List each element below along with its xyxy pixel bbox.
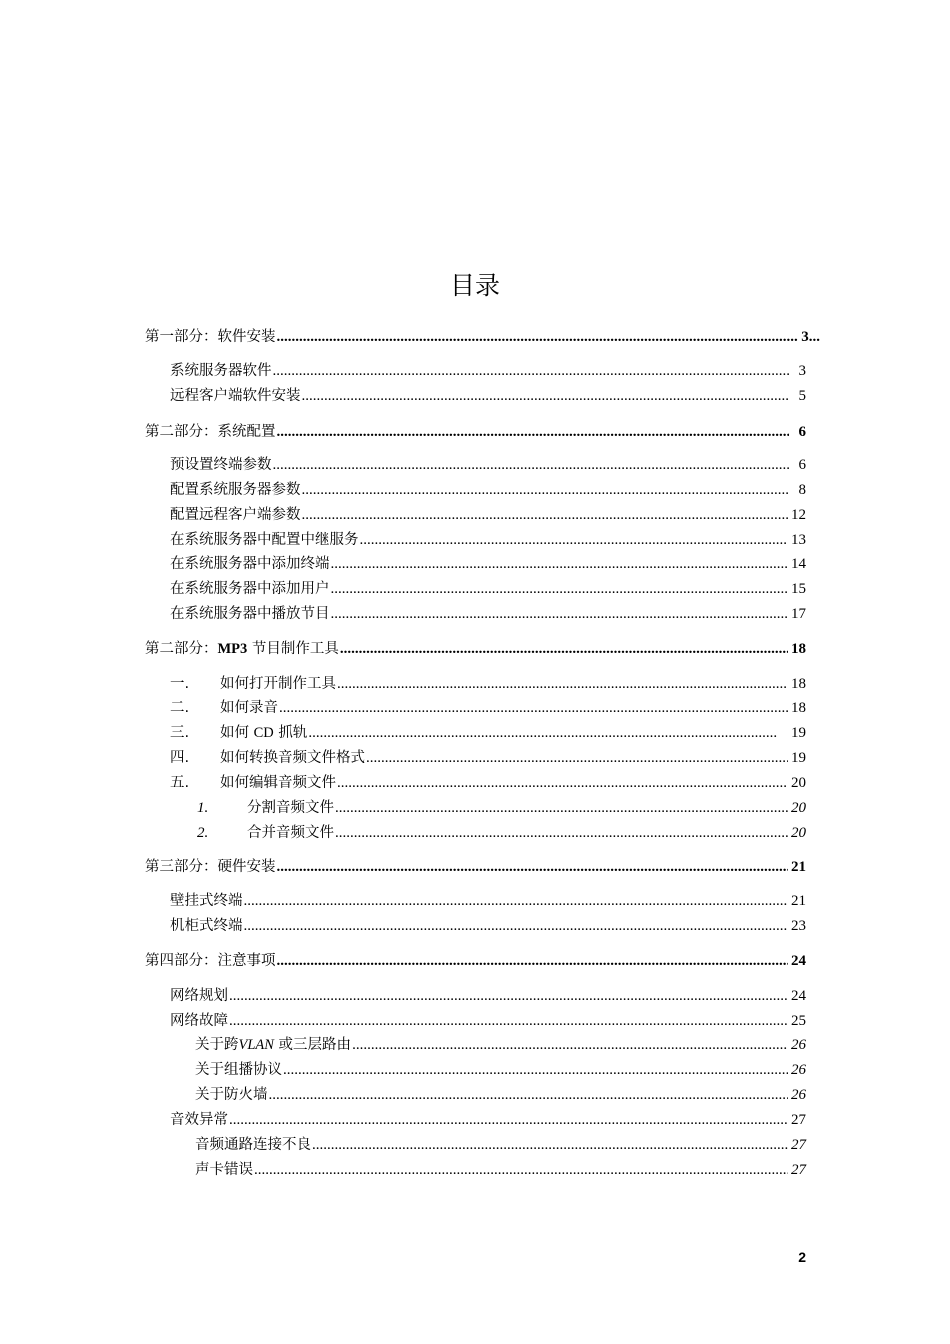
toc-item[interactable] bbox=[170, 772, 806, 794]
toc-subitem-label: 关于防火墙 bbox=[195, 1087, 268, 1103]
toc-page-number: 12 bbox=[791, 507, 806, 523]
toc-item-label: 预设置终端参数 bbox=[170, 457, 272, 473]
toc-subitem-number: 2. bbox=[197, 825, 209, 841]
toc-page-number: 24 bbox=[791, 988, 806, 1004]
toc-page-number: 3... bbox=[801, 329, 820, 345]
leader-dots bbox=[277, 326, 799, 348]
vlan-text: VLAN bbox=[238, 1037, 274, 1053]
toc-section-label: 第四部分：注意事项 bbox=[145, 953, 276, 969]
toc-item-number: 三. bbox=[170, 725, 190, 741]
toc-item-label: 如何录音 bbox=[220, 700, 278, 716]
toc-page-number: 18 bbox=[791, 641, 806, 657]
leader-dots bbox=[337, 673, 788, 695]
toc-page-number: 20 bbox=[791, 800, 806, 816]
toc-subitem[interactable] bbox=[195, 1134, 806, 1156]
toc-item-label: 系统服务器软件 bbox=[170, 363, 272, 379]
toc-section-label bbox=[145, 638, 339, 660]
toc-page-number: 26 bbox=[791, 1037, 806, 1053]
toc-page-number: 27 bbox=[791, 1162, 806, 1178]
leader-dots bbox=[229, 1109, 788, 1131]
toc-section-2[interactable] bbox=[145, 421, 806, 443]
toc-item[interactable] bbox=[170, 1010, 806, 1032]
leader-dots bbox=[340, 638, 788, 660]
leader-dots bbox=[277, 421, 790, 443]
toc-item[interactable] bbox=[170, 385, 806, 407]
page-number: 2 bbox=[798, 1249, 806, 1265]
toc-item-label: 在系统服务器中配置中继服务 bbox=[170, 532, 359, 548]
label-part: 抓轨 bbox=[273, 725, 308, 741]
toc-page-number: 25 bbox=[791, 1013, 806, 1029]
toc-item-number: 一. bbox=[170, 676, 190, 692]
toc-page-number: 20 bbox=[791, 825, 806, 841]
leader-dots bbox=[337, 772, 788, 794]
toc-subitem[interactable] bbox=[195, 1034, 806, 1056]
toc-section-4[interactable] bbox=[145, 950, 806, 972]
leader-dots bbox=[352, 1034, 788, 1056]
toc-page-number: 17 bbox=[791, 606, 806, 622]
toc-item-number: 五. bbox=[170, 775, 190, 791]
leader-dots bbox=[229, 1010, 788, 1032]
leader-dots bbox=[244, 890, 789, 912]
toc-item-label: 如何转换音频文件格式 bbox=[220, 750, 365, 766]
toc-subitem-label: 合并音频文件 bbox=[247, 825, 334, 841]
toc-item-label: 在系统服务器中播放节目 bbox=[170, 606, 330, 622]
toc-item[interactable] bbox=[170, 1109, 806, 1131]
toc-item-number: 四. bbox=[170, 750, 190, 766]
leader-dots bbox=[308, 722, 777, 744]
toc-subitem[interactable] bbox=[195, 1159, 806, 1181]
toc-page-number: 6 bbox=[798, 424, 806, 440]
leader-dots bbox=[273, 360, 790, 382]
toc-item[interactable] bbox=[170, 504, 806, 526]
toc-subitem-label: 分割音频文件 bbox=[247, 800, 334, 816]
leader-dots bbox=[283, 1059, 788, 1081]
toc-item[interactable] bbox=[170, 553, 806, 575]
toc-item-label bbox=[220, 722, 307, 744]
toc-item-label: 音效异常 bbox=[170, 1112, 228, 1128]
toc-item-label: 如何编辑音频文件 bbox=[220, 775, 336, 791]
toc-section-1[interactable] bbox=[145, 326, 820, 348]
leader-dots bbox=[269, 1084, 789, 1106]
toc-item[interactable] bbox=[170, 890, 806, 912]
leader-dots bbox=[331, 603, 789, 625]
label-part: 如何 bbox=[220, 725, 254, 741]
toc-page-number: 23 bbox=[791, 918, 806, 934]
toc-page-number: 8 bbox=[798, 482, 806, 498]
toc-page-number: 26 bbox=[791, 1087, 806, 1103]
toc-subitem-label: 音频通路连接不良 bbox=[195, 1137, 311, 1153]
toc-page-number: 19 bbox=[791, 725, 806, 741]
toc-subitem[interactable] bbox=[195, 1084, 806, 1106]
toc-page-number: 20 bbox=[791, 775, 806, 791]
toc-page-number: 18 bbox=[791, 676, 806, 692]
toc-page-number: 14 bbox=[791, 556, 806, 572]
toc-page-number: 19 bbox=[791, 750, 806, 766]
toc-page-number: 13 bbox=[791, 532, 806, 548]
toc-subitem-label: 声卡错误 bbox=[195, 1162, 253, 1178]
toc-item[interactable] bbox=[170, 529, 806, 551]
toc-page-number: 3 bbox=[798, 363, 806, 379]
toc-item[interactable] bbox=[170, 722, 806, 744]
leader-dots bbox=[335, 797, 788, 819]
toc-section-mp3[interactable] bbox=[145, 638, 806, 660]
toc-item-label: 在系统服务器中添加用户 bbox=[170, 581, 330, 597]
toc-item-label: 在系统服务器中添加终端 bbox=[170, 556, 330, 572]
toc-item-label: 远程客户端软件安装 bbox=[170, 388, 301, 404]
toc-subitem-number: 1. bbox=[197, 800, 209, 816]
toc-item[interactable] bbox=[170, 360, 806, 382]
toc-page-number: 21 bbox=[791, 859, 806, 875]
toc-subitem[interactable] bbox=[195, 797, 806, 819]
toc-item-label: 网络故障 bbox=[170, 1013, 228, 1029]
leader-dots bbox=[273, 454, 790, 476]
toc-item[interactable] bbox=[170, 578, 806, 600]
toc-item[interactable] bbox=[170, 915, 806, 937]
toc-item-number: 二. bbox=[170, 700, 190, 716]
toc-page-number: 6 bbox=[798, 457, 806, 473]
leader-dots bbox=[279, 697, 788, 719]
leader-dots bbox=[360, 529, 789, 551]
label-part: 或三层路由 bbox=[273, 1037, 352, 1053]
leader-dots bbox=[312, 1134, 788, 1156]
toc-item-label: 壁挂式终端 bbox=[170, 893, 243, 909]
toc-subitem[interactable] bbox=[195, 822, 806, 844]
toc-page-number: 21 bbox=[791, 893, 806, 909]
toc-page-number: 5 bbox=[798, 388, 806, 404]
leader-dots bbox=[277, 856, 789, 878]
leader-dots bbox=[277, 950, 789, 972]
toc-page-number: 18 bbox=[791, 700, 806, 716]
leader-dots bbox=[254, 1159, 788, 1181]
toc-section-label: 第三部分：硬件安装 bbox=[145, 859, 276, 875]
toc-page-number: 27 bbox=[791, 1112, 806, 1128]
leader-dots bbox=[229, 985, 788, 1007]
leader-dots bbox=[302, 385, 790, 407]
toc-section-prefix: 第二部分： bbox=[145, 641, 218, 657]
toc-section-suffix: 节目制作工具 bbox=[247, 641, 339, 657]
label-part: 关于跨 bbox=[195, 1037, 239, 1053]
toc-subitem-label bbox=[195, 1034, 351, 1056]
toc-page-number: 24 bbox=[791, 953, 806, 969]
cd-text: CD bbox=[253, 725, 274, 741]
toc-item-label: 机柜式终端 bbox=[170, 918, 243, 934]
toc-page-number: 26 bbox=[791, 1062, 806, 1078]
toc-page-number: 15 bbox=[791, 581, 806, 597]
toc-page-number: 27 bbox=[791, 1137, 806, 1153]
toc-item-label: 配置远程客户端参数 bbox=[170, 507, 301, 523]
toc-item[interactable] bbox=[170, 603, 806, 625]
leader-dots bbox=[244, 915, 789, 937]
leader-dots bbox=[366, 747, 788, 769]
toc-item[interactable] bbox=[170, 747, 806, 769]
toc-section-label: 第一部分：软件安装 bbox=[145, 329, 276, 345]
toc-subitem-label: 关于组播协议 bbox=[195, 1062, 282, 1078]
toc-item-label: 网络规划 bbox=[170, 988, 228, 1004]
toc-item[interactable] bbox=[170, 454, 806, 476]
toc-item-label: 配置系统服务器参数 bbox=[170, 482, 301, 498]
toc-section-label: 第二部分：系统配置 bbox=[145, 424, 276, 440]
leader-dots bbox=[302, 479, 790, 501]
toc-item[interactable] bbox=[170, 985, 806, 1007]
toc-item[interactable] bbox=[170, 479, 806, 501]
toc-section-3[interactable] bbox=[145, 856, 806, 878]
leader-dots bbox=[335, 822, 788, 844]
leader-dots bbox=[331, 553, 789, 575]
leader-dots bbox=[302, 504, 789, 526]
toc-item[interactable] bbox=[170, 673, 806, 695]
leader-dots bbox=[331, 578, 789, 600]
mp3-text: MP3 bbox=[217, 641, 248, 657]
toc-subitem[interactable] bbox=[195, 1059, 806, 1081]
toc-item-label: 如何打开制作工具 bbox=[220, 676, 336, 692]
toc-item[interactable] bbox=[170, 697, 806, 719]
page-title: 目录 bbox=[449, 271, 500, 300]
